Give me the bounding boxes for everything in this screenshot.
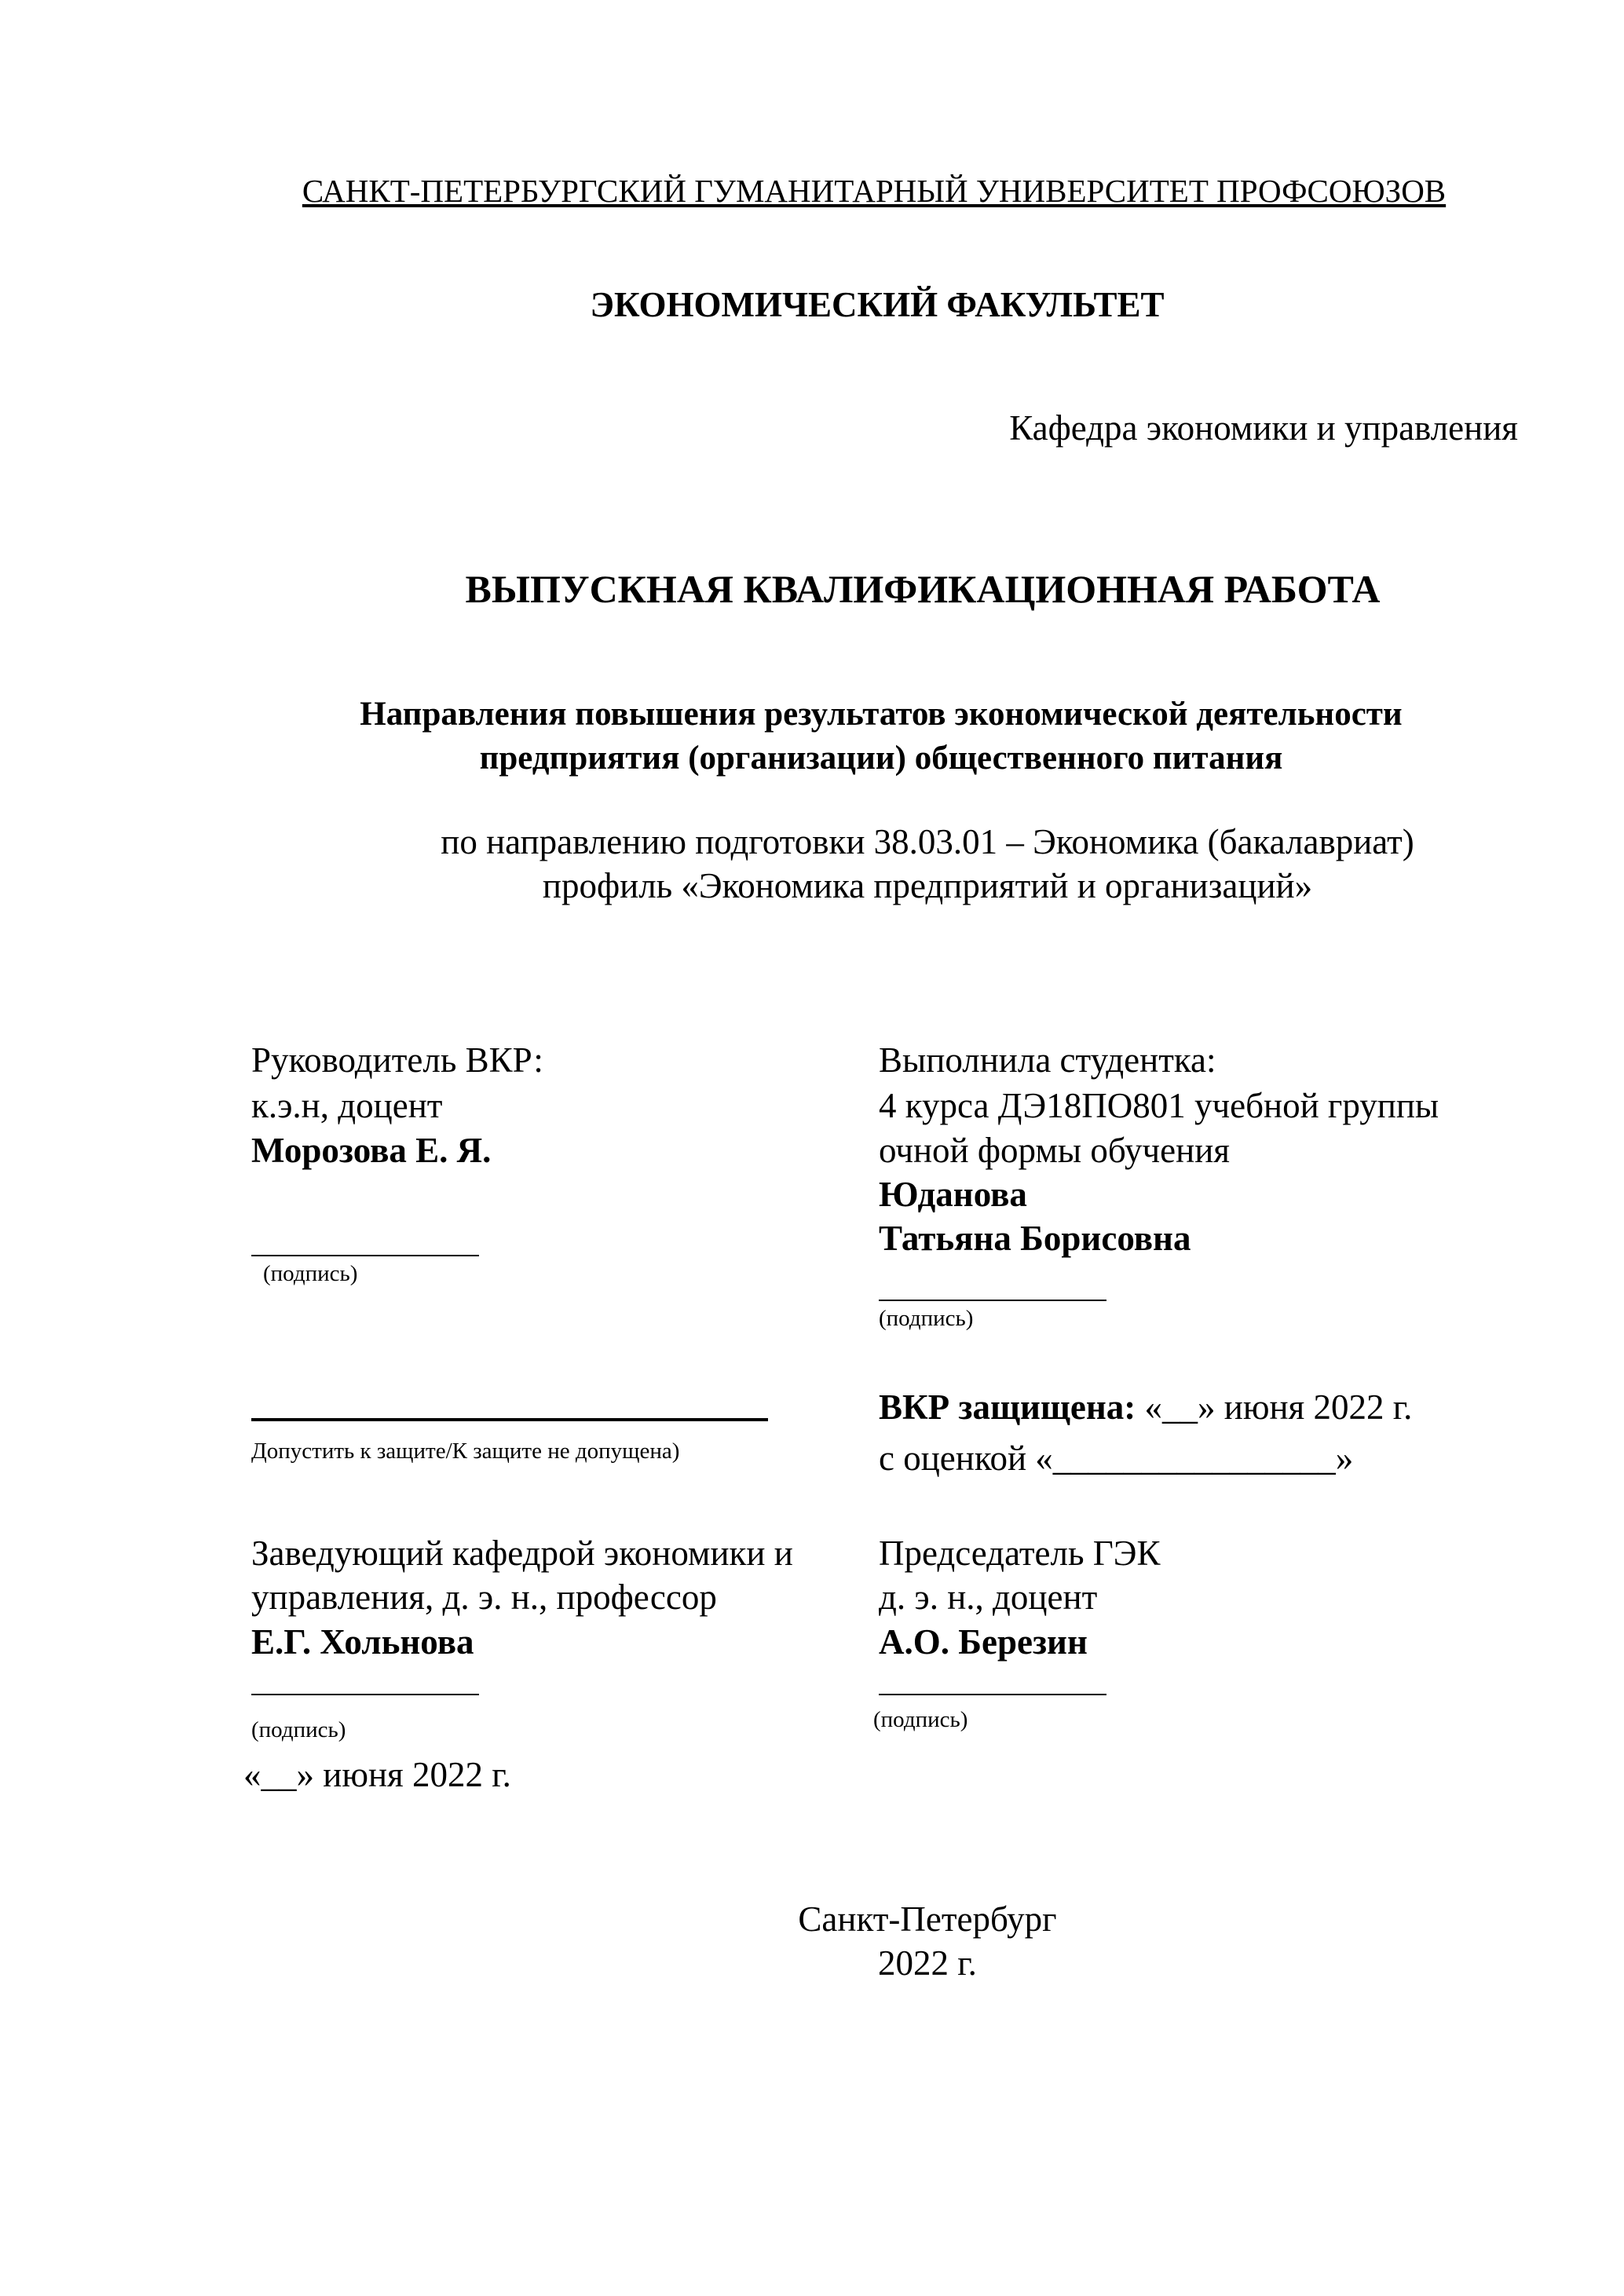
head-signature-caption: (подпись) bbox=[251, 1717, 346, 1742]
topic-line-1: Направления повышения результатов экономической деятельности bbox=[360, 696, 1403, 733]
faculty-name: ЭКОНОМИЧЕСКИЙ ФАКУЛЬТЕТ bbox=[590, 285, 1165, 324]
student-signature-line bbox=[879, 1300, 1106, 1301]
chair-signature-line bbox=[879, 1694, 1106, 1695]
student-surname: Юданова bbox=[879, 1175, 1027, 1214]
supervisor-label: Руководитель ВКР: bbox=[251, 1040, 543, 1080]
chair-degree: д. э. н., доцент bbox=[879, 1578, 1098, 1617]
topic-line-2: предприятия (организации) общественного питания bbox=[479, 740, 1283, 777]
defense-grade: с оценкой «________________» bbox=[879, 1439, 1354, 1478]
study-direction: по направлению подготовки 38.03.01 – Экономика (бакалавриат) bbox=[441, 822, 1414, 861]
work-type-title: ВЫПУСКНАЯ КВАЛИФИКАЦИОННАЯ РАБОТА bbox=[465, 567, 1381, 611]
student-signature-caption: (подпись) bbox=[879, 1306, 974, 1331]
chair-position: Председатель ГЭК bbox=[879, 1534, 1161, 1573]
head-signature-line bbox=[251, 1694, 479, 1695]
supervisor-signature-caption: (подпись) bbox=[263, 1261, 358, 1286]
footer-city: Санкт-Петербург bbox=[798, 1899, 1057, 1939]
head-position-line-1: Заведующий кафедрой экономики и bbox=[251, 1534, 793, 1573]
footer-year: 2022 г. bbox=[878, 1943, 977, 1983]
supervisor-name: Морозова Е. Я. bbox=[251, 1131, 492, 1170]
defense-line bbox=[879, 1385, 1412, 1429]
defense-date: «__» июня 2022 г. bbox=[1144, 1387, 1413, 1427]
head-date: «__» июня 2022 г. bbox=[243, 1755, 511, 1794]
student-study-form: очной формы обучения bbox=[879, 1131, 1230, 1170]
supervisor-degree: к.э.н, доцент bbox=[251, 1086, 443, 1125]
defense-label: ВКР защищена: bbox=[879, 1387, 1136, 1427]
student-group: 4 курса ДЭ18ПО801 учебной группы bbox=[879, 1086, 1439, 1125]
chair-name: А.О. Березин bbox=[879, 1622, 1088, 1662]
admission-caption: Допустить к защите/К защите не допущена) bbox=[251, 1439, 680, 1464]
chair-signature-caption: (подпись) bbox=[873, 1707, 968, 1732]
department-name: Кафедра экономики и управления bbox=[1009, 408, 1518, 448]
university-name: САНКТ-ПЕТЕРБУРГСКИЙ ГУМАНИТАРНЫЙ УНИВЕРСИТЕТ ПРОФСОЮЗОВ bbox=[302, 173, 1447, 209]
head-name: Е.Г. Хольнова bbox=[251, 1622, 474, 1662]
student-given-names: Татьяна Борисовна bbox=[879, 1219, 1191, 1258]
admission-signature-line bbox=[251, 1418, 768, 1421]
head-position-line-2: управления, д. э. н., профессор bbox=[251, 1578, 717, 1617]
supervisor-signature-line bbox=[251, 1255, 479, 1256]
study-profile: профиль «Экономика предприятий и организаций» bbox=[542, 866, 1313, 905]
student-label: Выполнила студентка: bbox=[879, 1040, 1216, 1080]
